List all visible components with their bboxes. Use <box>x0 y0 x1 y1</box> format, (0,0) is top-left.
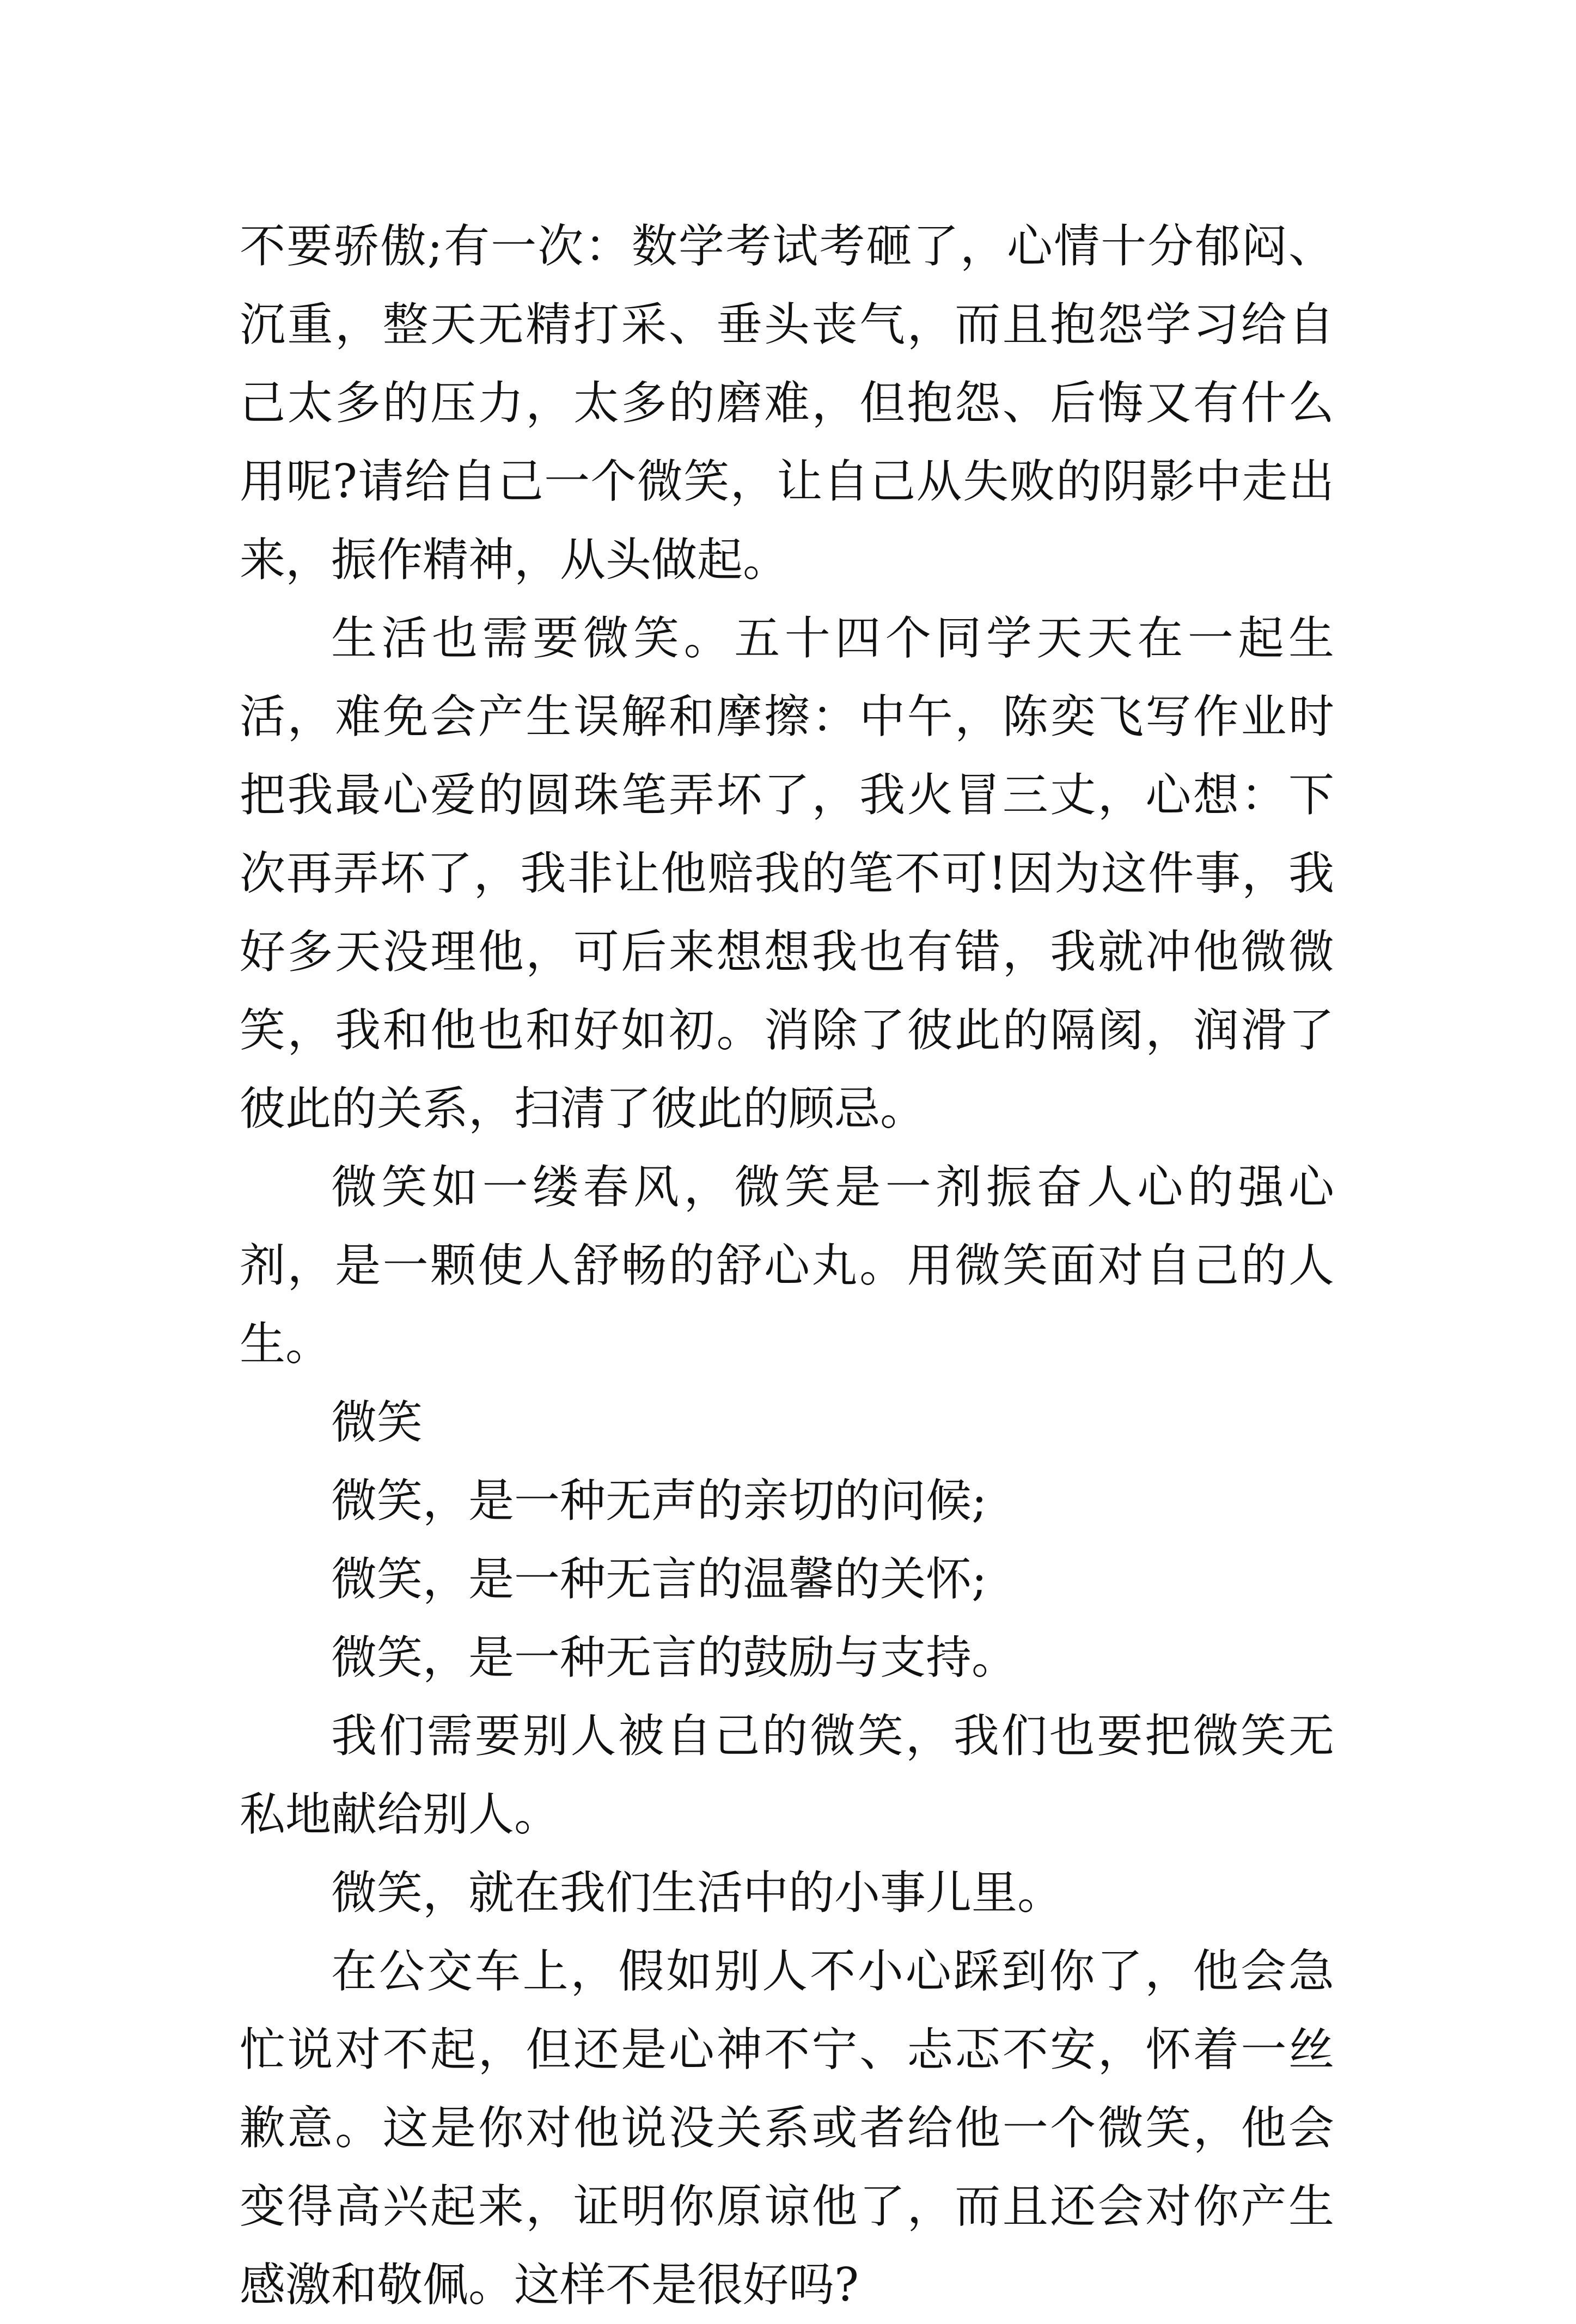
section-heading: 微笑 <box>331 1396 423 1449</box>
poem-line: 微笑，是一种无言的鼓励与支持。 <box>331 1631 1018 1684</box>
paragraph: 在公交车上，假如别人不小心踩到你了，他会急忙说对不起，但还是心神不宁、忐忑不安，怀着一丝歉意。这是你对他说没关系或者给他一个微笑，他会变得高兴起来，证明你原谅他了，而且还会对你产生感激和敬佩。这样不是很好吗? <box>240 1944 1334 2311</box>
poem-line: 微笑，是一种无言的温馨的关怀; <box>331 1552 987 1606</box>
paragraph: 微笑，就在我们生活中的小事儿里。 <box>331 1866 1064 1919</box>
paragraph: 微笑如一缕春风，微笑是一剂振奋人心的强心剂，是一颗使人舒畅的舒心丸。用微笑面对自己的人生。 <box>240 1160 1334 1371</box>
paragraph: 不要骄傲;有一次：数学考试考砸了，心情十分郁闷、沉重，整天无精打采、垂头丧气，而且抱怨学习给自己太多的压力，太多的磨难，但抱怨、后悔又有什么用呢?请给自己一个微笑，让自己从失败的阴影中走出来，振作精神，从头做起。 <box>240 219 1334 586</box>
paragraph: 生活也需要微笑。五十四个同学天天在一起生活，难免会产生误解和摩擦：中午，陈奕飞写作业时把我最心爱的圆珠笔弄坏了，我火冒三丈，心想：下次再弄坏了，我非让他赔我的笔不可!因为这件事，我好多天没理他，可后来想想我也有错，我就冲他微微笑，我和他也和好如初。消除了彼此的隔阂，润滑了彼此的关系，扫清了彼此的顾忌。 <box>240 611 1334 1135</box>
paragraph: 我们需要别人被自己的微笑，我们也要把微笑无私地献给别人。 <box>240 1709 1334 1841</box>
poem-line: 微笑，是一种无声的亲切的问候; <box>331 1474 987 1527</box>
document-body <box>240 207 1334 2324</box>
